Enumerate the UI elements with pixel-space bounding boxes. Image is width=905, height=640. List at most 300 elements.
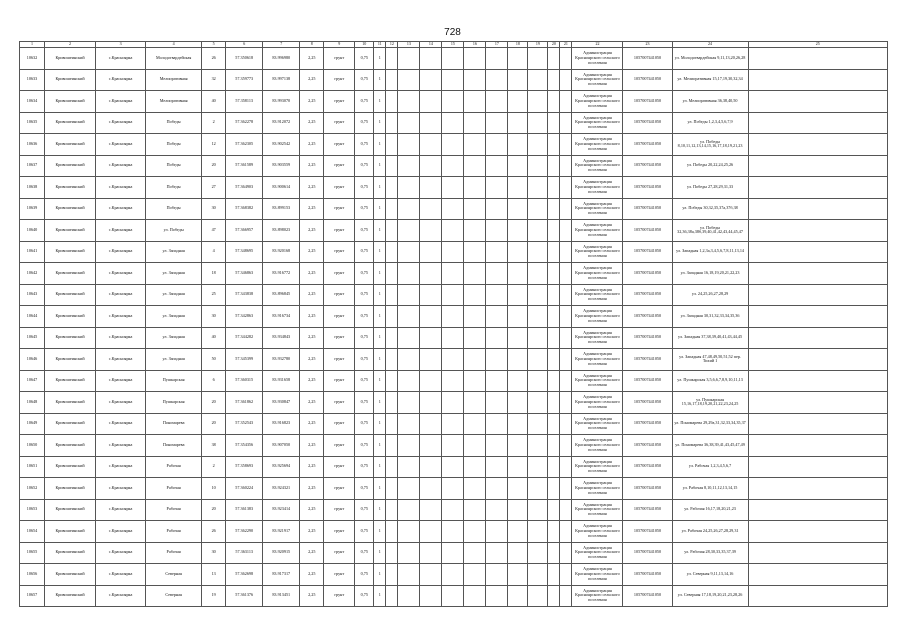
district: Кривошеинский	[45, 585, 96, 607]
ogrn: 1057007441050	[623, 349, 672, 371]
empty-cell	[748, 564, 887, 586]
empty-cell	[508, 284, 528, 306]
empty-cell	[398, 499, 420, 521]
container-count: 1	[374, 284, 386, 306]
street: Рабочая	[146, 542, 202, 564]
area: 2,25	[300, 48, 324, 70]
empty-cell	[442, 585, 464, 607]
ogrn: 1057007441050	[623, 134, 672, 156]
ogrn: 1057007441050	[623, 564, 672, 586]
container-volume: 0,75	[355, 284, 374, 306]
empty-cell	[486, 284, 508, 306]
longitude: 83.898023	[263, 220, 300, 242]
village: с.Красноярка	[96, 435, 146, 457]
table-row	[20, 499, 888, 521]
empty-cell	[548, 392, 560, 414]
ogrn: 1057007441050	[623, 456, 672, 478]
empty-cell	[748, 91, 887, 113]
empty-cell	[508, 112, 528, 134]
ogrn: 1057007441050	[623, 499, 672, 521]
container-volume: 0,75	[355, 198, 374, 220]
table-row	[20, 284, 888, 306]
district: Кривошеинский	[45, 198, 96, 220]
empty-cell	[508, 564, 528, 586]
empty-cell	[442, 435, 464, 457]
empty-cell	[420, 241, 442, 263]
owner-organization: Администрация Красноярского сельского поселения	[572, 69, 623, 91]
empty-cell	[398, 263, 420, 285]
empty-cell	[748, 155, 887, 177]
empty-cell	[420, 564, 442, 586]
container-volume: 0,75	[355, 112, 374, 134]
served-addresses: ул. Рабочая 28,30,33,35,37,39	[672, 542, 748, 564]
house-number: 10	[202, 478, 226, 500]
empty-cell	[464, 327, 486, 349]
empty-cell	[398, 134, 420, 156]
longitude: 83.931658	[263, 370, 300, 392]
area: 2,25	[300, 306, 324, 328]
ogrn: 1057007441050	[623, 478, 672, 500]
empty-cell	[508, 521, 528, 543]
empty-cell	[748, 435, 887, 457]
area: 2,25	[300, 241, 324, 263]
area: 2,25	[300, 91, 324, 113]
table-row	[20, 585, 888, 607]
longitude: 83.902542	[263, 134, 300, 156]
ogrn: 1057007441050	[623, 370, 672, 392]
empty-cell	[464, 177, 486, 199]
village: с.Красноярка	[96, 327, 146, 349]
owner-organization: Администрация Красноярского сельского поселения	[572, 413, 623, 435]
empty-cell	[386, 349, 398, 371]
empty-cell	[486, 198, 508, 220]
empty-cell	[442, 48, 464, 70]
column-number: 15	[442, 42, 464, 48]
house-number: 12	[202, 134, 226, 156]
container-count: 1	[374, 478, 386, 500]
empty-cell	[398, 413, 420, 435]
surface-type: грунт	[324, 220, 355, 242]
longitude: 83.993070	[263, 91, 300, 113]
served-addresses: ул. Мелиоративная 15,17,19,30,32,34	[672, 69, 748, 91]
empty-cell	[528, 112, 548, 134]
empty-cell	[508, 48, 528, 70]
district: Кривошеинский	[45, 177, 96, 199]
column-number: 3	[96, 42, 146, 48]
column-number: 25	[748, 42, 887, 48]
ogrn: 1057007441050	[623, 177, 672, 199]
empty-cell	[548, 413, 560, 435]
surface-type: грунт	[324, 306, 355, 328]
house-number: 40	[202, 91, 226, 113]
empty-cell	[386, 241, 398, 263]
village: с.Красноярка	[96, 263, 146, 285]
empty-cell	[508, 306, 528, 328]
column-number: 23	[623, 42, 672, 48]
served-addresses: ул. Пономарева 29,29а,31,32,33,34,35,37	[672, 413, 748, 435]
house-number: 30	[202, 306, 226, 328]
row-id: 10647	[20, 370, 45, 392]
district: Кривошеинский	[45, 220, 96, 242]
empty-cell	[464, 370, 486, 392]
container-volume: 0,75	[355, 327, 374, 349]
village: с.Красноярка	[96, 542, 146, 564]
column-number: 1	[20, 42, 45, 48]
latitude: 57.346863	[226, 263, 263, 285]
empty-cell	[508, 198, 528, 220]
empty-cell	[528, 263, 548, 285]
container-volume: 0,75	[355, 564, 374, 586]
village: с.Красноярка	[96, 198, 146, 220]
empty-cell	[508, 134, 528, 156]
row-id: 10635	[20, 112, 45, 134]
area: 2,25	[300, 370, 324, 392]
surface-type: грунт	[324, 392, 355, 414]
ogrn: 1057007441050	[623, 69, 672, 91]
empty-cell	[486, 91, 508, 113]
latitude: 57.366957	[226, 220, 263, 242]
empty-cell	[748, 198, 887, 220]
empty-cell	[386, 327, 398, 349]
empty-cell	[442, 478, 464, 500]
empty-cell	[508, 478, 528, 500]
street: Победы	[146, 155, 202, 177]
empty-cell	[386, 370, 398, 392]
surface-type: грунт	[324, 48, 355, 70]
container-count: 1	[374, 112, 386, 134]
owner-organization: Администрация Красноярского сельского поселения	[572, 499, 623, 521]
container-count: 1	[374, 370, 386, 392]
empty-cell	[442, 349, 464, 371]
empty-cell	[508, 220, 528, 242]
street: ул. Западная	[146, 327, 202, 349]
table-row	[20, 91, 888, 113]
column-number: 7	[263, 42, 300, 48]
ogrn: 1057007441050	[623, 241, 672, 263]
container-count: 1	[374, 456, 386, 478]
latitude: 57.362278	[226, 112, 263, 134]
served-addresses: ул. Рабочая 1,2,3,4,5,6,7	[672, 456, 748, 478]
owner-organization: Администрация Красноярского сельского поселения	[572, 585, 623, 607]
table-row	[20, 134, 888, 156]
empty-cell	[442, 327, 464, 349]
street: ул. Западная	[146, 263, 202, 285]
latitude: 57.358113	[226, 91, 263, 113]
longitude: 83.900614	[263, 177, 300, 199]
empty-cell	[386, 284, 398, 306]
village: с.Красноярка	[96, 564, 146, 586]
owner-organization: Администрация Красноярского сельского поселения	[572, 48, 623, 70]
longitude: 83.903559	[263, 155, 300, 177]
owner-organization: Администрация Красноярского сельского поселения	[572, 456, 623, 478]
area: 2,25	[300, 456, 324, 478]
village: с.Красноярка	[96, 349, 146, 371]
empty-cell	[508, 349, 528, 371]
empty-cell	[420, 542, 442, 564]
ogrn: 1057007441050	[623, 198, 672, 220]
row-id: 10648	[20, 392, 45, 414]
longitude: 83.913451	[263, 585, 300, 607]
district: Кривошеинский	[45, 306, 96, 328]
empty-cell	[386, 306, 398, 328]
empty-cell	[508, 91, 528, 113]
owner-organization: Администрация Красноярского сельского поселения	[572, 306, 623, 328]
latitude: 57.344282	[226, 327, 263, 349]
empty-cell	[486, 456, 508, 478]
served-addresses: ул. Рабочая 24,25,26,27,28,29,31	[672, 521, 748, 543]
house-number: 2	[202, 456, 226, 478]
surface-type: грунт	[324, 413, 355, 435]
empty-cell	[548, 134, 560, 156]
container-count: 1	[374, 542, 386, 564]
longitude: 83.916772	[263, 263, 300, 285]
empty-cell	[560, 585, 572, 607]
table-row	[20, 327, 888, 349]
street: Пономарева	[146, 435, 202, 457]
village: с.Красноярка	[96, 91, 146, 113]
latitude: 57.361589	[226, 155, 263, 177]
empty-cell	[508, 456, 528, 478]
longitude: 83.920915	[263, 542, 300, 564]
registry-table	[19, 41, 888, 607]
served-addresses: ул. Победы 32,36,38а,38б,39,40,41,42,43,44,45,47	[672, 220, 748, 242]
house-number: 20	[202, 155, 226, 177]
empty-cell	[548, 456, 560, 478]
empty-cell	[398, 284, 420, 306]
empty-cell	[386, 392, 398, 414]
container-count: 1	[374, 349, 386, 371]
empty-cell	[528, 413, 548, 435]
ogrn: 1057007441050	[623, 284, 672, 306]
empty-cell	[442, 155, 464, 177]
latitude: 57.363113	[226, 542, 263, 564]
container-volume: 0,75	[355, 241, 374, 263]
area: 2,25	[300, 392, 324, 414]
empty-cell	[442, 392, 464, 414]
empty-cell	[420, 478, 442, 500]
empty-cell	[548, 327, 560, 349]
longitude: 83.896845	[263, 284, 300, 306]
surface-type: грунт	[324, 542, 355, 564]
latitude: 57.345399	[226, 349, 263, 371]
house-number: 32	[202, 69, 226, 91]
street: Северная	[146, 585, 202, 607]
surface-type: грунт	[324, 284, 355, 306]
empty-cell	[486, 177, 508, 199]
container-volume: 0,75	[355, 69, 374, 91]
village: с.Красноярка	[96, 155, 146, 177]
empty-cell	[386, 564, 398, 586]
empty-cell	[486, 370, 508, 392]
column-number: 5	[202, 42, 226, 48]
latitude: 57.362698	[226, 564, 263, 586]
street: Северная	[146, 564, 202, 586]
house-number: 30	[202, 542, 226, 564]
surface-type: грунт	[324, 327, 355, 349]
container-volume: 0,75	[355, 306, 374, 328]
empty-cell	[464, 263, 486, 285]
ogrn: 1057007441050	[623, 542, 672, 564]
latitude: 57.354356	[226, 435, 263, 457]
area: 2,25	[300, 69, 324, 91]
empty-cell	[420, 306, 442, 328]
empty-cell	[464, 392, 486, 414]
table-row	[20, 263, 888, 285]
empty-cell	[486, 499, 508, 521]
empty-cell	[420, 327, 442, 349]
empty-cell	[464, 542, 486, 564]
empty-cell	[386, 48, 398, 70]
surface-type: грунт	[324, 241, 355, 263]
empty-cell	[442, 263, 464, 285]
empty-cell	[420, 177, 442, 199]
owner-organization: Администрация Красноярского сельского поселения	[572, 91, 623, 113]
owner-organization: Администрация Красноярского сельского поселения	[572, 134, 623, 156]
column-number: 17	[486, 42, 508, 48]
empty-cell	[398, 327, 420, 349]
latitude: 57.348695	[226, 241, 263, 263]
street: Рабочая	[146, 521, 202, 543]
served-addresses: ул. Пушкарская 15,16,17,18,19,20,21,22,23,24,25	[672, 392, 748, 414]
empty-cell	[386, 112, 398, 134]
latitude: 57.361376	[226, 585, 263, 607]
empty-cell	[508, 327, 528, 349]
empty-cell	[464, 48, 486, 70]
empty-cell	[442, 220, 464, 242]
longitude: 83.934843	[263, 327, 300, 349]
street: ул. Западная	[146, 349, 202, 371]
empty-cell	[528, 456, 548, 478]
owner-organization: Администрация Красноярского сельского поселения	[572, 478, 623, 500]
surface-type: грунт	[324, 349, 355, 371]
empty-cell	[442, 521, 464, 543]
empty-cell	[442, 499, 464, 521]
latitude: 57.364903	[226, 177, 263, 199]
empty-cell	[548, 521, 560, 543]
district: Кривошеинский	[45, 370, 96, 392]
empty-cell	[548, 349, 560, 371]
empty-cell	[528, 134, 548, 156]
column-number: 9	[324, 42, 355, 48]
empty-cell	[464, 564, 486, 586]
empty-cell	[748, 585, 887, 607]
row-id: 10632	[20, 48, 45, 70]
empty-cell	[398, 177, 420, 199]
street: Мелиоративная	[146, 69, 202, 91]
longitude: 83.924321	[263, 478, 300, 500]
container-count: 1	[374, 198, 386, 220]
column-number: 16	[464, 42, 486, 48]
village: с.Красноярка	[96, 112, 146, 134]
table-row	[20, 220, 888, 242]
empty-cell	[508, 413, 528, 435]
row-id: 10657	[20, 585, 45, 607]
column-number: 6	[226, 42, 263, 48]
village: с.Красноярка	[96, 220, 146, 242]
container-count: 1	[374, 564, 386, 586]
area: 2,25	[300, 499, 324, 521]
empty-cell	[486, 263, 508, 285]
empty-cell	[464, 284, 486, 306]
table-row	[20, 306, 888, 328]
empty-cell	[464, 435, 486, 457]
street: Победы	[146, 198, 202, 220]
empty-cell	[560, 327, 572, 349]
table-row	[20, 564, 888, 586]
column-number: 24	[672, 42, 748, 48]
empty-cell	[386, 263, 398, 285]
street: ул. Победы	[146, 220, 202, 242]
district: Кривошеинский	[45, 392, 96, 414]
ogrn: 1057007441050	[623, 306, 672, 328]
owner-organization: Администрация Красноярского сельского поселения	[572, 284, 623, 306]
empty-cell	[420, 69, 442, 91]
owner-organization: Администрация Красноярского сельского поселения	[572, 155, 623, 177]
column-number: 10	[355, 42, 374, 48]
empty-cell	[486, 478, 508, 500]
district: Кривошеинский	[45, 478, 96, 500]
served-addresses: ул. Западная 1,2,3а,3,4,5,6,7,8,11,13,14	[672, 241, 748, 263]
owner-organization: Администрация Красноярского сельского поселения	[572, 241, 623, 263]
served-addresses: ул. Западная 47,48,49,50,51,52 пер. Тихий 1	[672, 349, 748, 371]
empty-cell	[420, 134, 442, 156]
empty-cell	[486, 48, 508, 70]
empty-cell	[508, 585, 528, 607]
village: с.Красноярка	[96, 134, 146, 156]
table-row	[20, 177, 888, 199]
container-count: 1	[374, 521, 386, 543]
house-number: 6	[202, 370, 226, 392]
row-id: 10633	[20, 69, 45, 91]
owner-organization: Администрация Красноярского сельского поселения	[572, 263, 623, 285]
owner-organization: Администрация Красноярского сельского поселения	[572, 521, 623, 543]
container-count: 1	[374, 48, 386, 70]
table-row	[20, 521, 888, 543]
latitude: 57.358693	[226, 456, 263, 478]
surface-type: грунт	[324, 155, 355, 177]
district: Кривошеинский	[45, 134, 96, 156]
longitude: 83.932780	[263, 349, 300, 371]
area: 2,25	[300, 542, 324, 564]
empty-cell	[398, 392, 420, 414]
latitude: 57.368382	[226, 198, 263, 220]
empty-cell	[528, 370, 548, 392]
empty-cell	[386, 69, 398, 91]
longitude: 83.920168	[263, 241, 300, 263]
row-id: 10639	[20, 198, 45, 220]
empty-cell	[442, 413, 464, 435]
empty-cell	[528, 521, 548, 543]
served-addresses: ул. Мелиоративная 36,38,40,50	[672, 91, 748, 113]
empty-cell	[386, 456, 398, 478]
empty-cell	[398, 112, 420, 134]
empty-cell	[386, 220, 398, 242]
district: Кривошеинский	[45, 112, 96, 134]
surface-type: грунт	[324, 112, 355, 134]
empty-cell	[748, 263, 887, 285]
empty-cell	[560, 177, 572, 199]
empty-cell	[420, 521, 442, 543]
empty-cell	[528, 220, 548, 242]
ogrn: 1057007441050	[623, 413, 672, 435]
served-addresses: ул. Победы 20,22,24,25,26	[672, 155, 748, 177]
empty-cell	[548, 155, 560, 177]
empty-cell	[748, 392, 887, 414]
column-number: 21	[560, 42, 572, 48]
container-volume: 0,75	[355, 542, 374, 564]
empty-cell	[442, 456, 464, 478]
served-addresses: ул. Молодогвардейская 9,11,13,20,26,28	[672, 48, 748, 70]
